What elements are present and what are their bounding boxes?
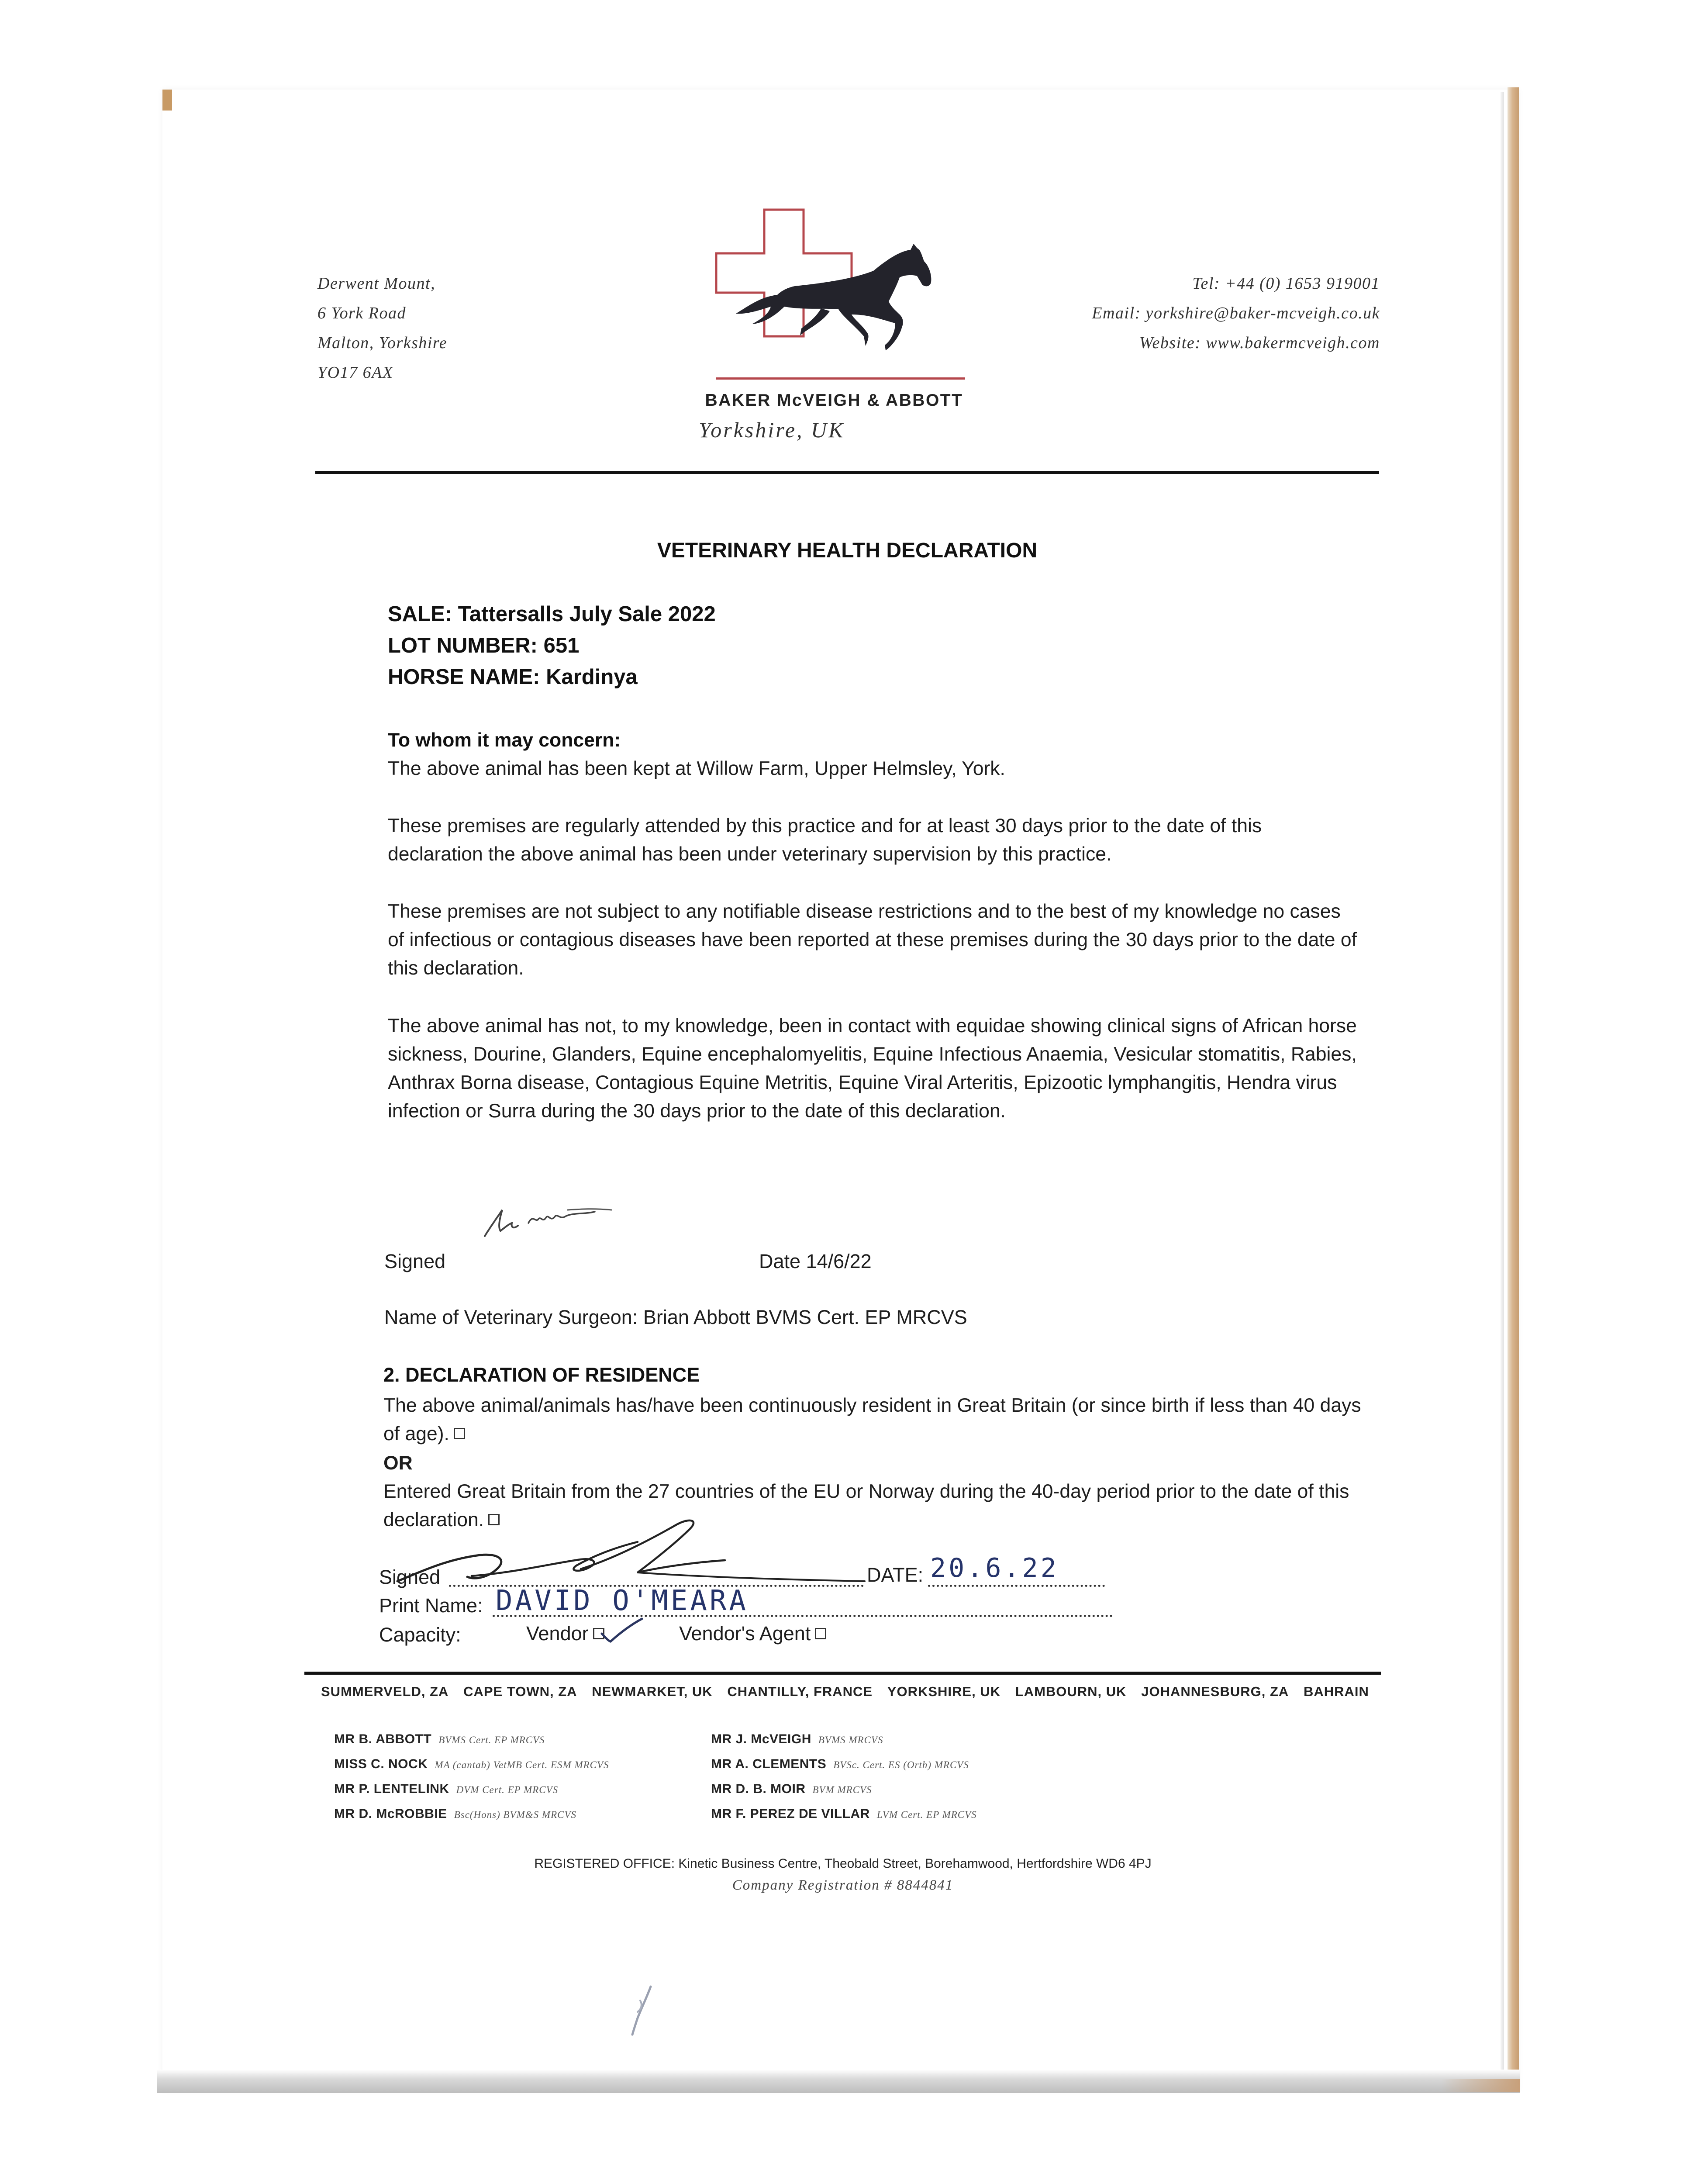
residence-section-title: 2. DECLARATION OF RESIDENCE xyxy=(383,1364,700,1386)
vendor-agent-label: Vendor's Agent xyxy=(679,1622,811,1645)
office-location: YORKSHIRE, UK xyxy=(887,1684,1001,1699)
residence-option-1-checkbox[interactable] xyxy=(454,1428,465,1439)
company-registration: Company Registration # 8844841 xyxy=(732,1877,954,1893)
owner-signature-icon xyxy=(393,1511,882,1594)
date-dotted-line xyxy=(928,1585,1105,1587)
header-divider xyxy=(315,471,1379,474)
partner-name: MR D. McROBBIE xyxy=(334,1807,447,1821)
office-location: SUMMERVELD, ZA xyxy=(321,1684,449,1699)
partner-entry xyxy=(334,1807,576,1821)
partner-qualification: LVM Cert. EP MRCVS xyxy=(876,1809,977,1820)
vet-signature-icon xyxy=(480,1197,620,1245)
print-name-value: DAVID O'MEARA xyxy=(496,1585,749,1617)
brand-location: Yorkshire, UK xyxy=(699,418,845,442)
partner-entry xyxy=(711,1757,969,1772)
partner-name: MR P. LENTELINK xyxy=(334,1782,449,1796)
partner-name: MR A. CLEMENTS xyxy=(711,1757,827,1771)
partner-entry xyxy=(334,1782,558,1797)
restrictions-paragraph: These premises are not subject to any notifiable disease restrictions and to the best of my knowledge no cases of infectious or contagious diseases have been reported at these premises during the 30 days prior to the date of this declaration. xyxy=(388,901,1357,979)
partner-name: MISS C. NOCK xyxy=(334,1757,428,1771)
address-line: 6 York Road xyxy=(317,304,407,322)
scan-right-edge xyxy=(1508,87,1519,2092)
vendor-agent-checkbox[interactable] xyxy=(815,1628,826,1639)
capacity-agent-option xyxy=(679,1622,826,1645)
horse-cross-logo-icon xyxy=(712,205,974,384)
partner-qualification: BVM MRCVS xyxy=(812,1784,872,1795)
residence-option-1-text: The above animal/animals has/have been continuously resident in Great Britain (or since birth if less than 40 days of age). xyxy=(383,1395,1361,1444)
lot-number: LOT NUMBER: 651 xyxy=(388,634,580,657)
horse-name: HORSE NAME: Kardinya xyxy=(388,665,638,689)
footer-divider xyxy=(304,1672,1381,1675)
office-location: BAHRAIN xyxy=(1303,1684,1369,1699)
brand-name: BAKER McVEIGH & ABBOTT xyxy=(705,391,963,410)
partner-entry xyxy=(711,1732,883,1747)
scan-edge-mark xyxy=(162,90,172,111)
salutation-block xyxy=(388,726,1362,783)
partner-entry xyxy=(711,1807,977,1821)
capacity-vendor-option xyxy=(526,1622,604,1645)
practice-contact xyxy=(983,269,1380,358)
vet-signed-label: Signed xyxy=(384,1250,446,1272)
partner-qualification: MA (cantab) VetMB Cert. ESM MRCVS xyxy=(435,1759,609,1770)
contact-website: Website: www.bakermcveigh.com xyxy=(1139,334,1380,352)
vendor-label: Vendor xyxy=(526,1622,589,1645)
address-line: YO17 6AX xyxy=(317,363,393,382)
capacity-label: Capacity: xyxy=(379,1624,461,1646)
partner-qualification: BVSc. Cert. ES (Orth) MRCVS xyxy=(833,1759,969,1770)
owner-signed-label: Signed xyxy=(379,1566,441,1588)
document-title: VETERINARY HEALTH DECLARATION xyxy=(657,539,1038,562)
partner-entry xyxy=(334,1732,545,1747)
contact-email: Email: yorkshire@baker-mcveigh.co.uk xyxy=(1092,304,1380,322)
partner-name: MR D. B. MOIR xyxy=(711,1782,806,1796)
address-line: Malton, Yorkshire xyxy=(317,334,448,352)
office-location: CAPE TOWN, ZA xyxy=(463,1684,577,1699)
kept-at-text: The above animal has been kept at Willow Farm, Upper Helmsley, York. xyxy=(388,758,1005,779)
partner-qualification: DVM Cert. EP MRCVS xyxy=(456,1784,559,1795)
partner-entry xyxy=(711,1782,872,1797)
owner-date-label: DATE: xyxy=(867,1564,924,1586)
partner-name: MR F. PEREZ DE VILLAR xyxy=(711,1807,870,1821)
scan-bottom-corner xyxy=(1441,2079,1520,2092)
partner-qualification: Bsc(Hons) BVM&S MRCVS xyxy=(454,1809,577,1820)
scan-bottom-edge xyxy=(157,2070,1520,2093)
sale-name: SALE: Tattersalls July Sale 2022 xyxy=(388,602,716,626)
office-location: NEWMARKET, UK xyxy=(592,1684,713,1699)
vendor-check-mark-icon xyxy=(598,1616,646,1647)
partner-entry xyxy=(334,1757,609,1772)
or-label: OR xyxy=(383,1452,413,1474)
vet-signature-date: Date 14/6/22 xyxy=(759,1250,872,1272)
partner-qualification: BVMS MRCVS xyxy=(818,1735,883,1745)
supervision-paragraph: These premises are regularly attended by this practice and for at least 30 days prior to the date of this declaration the above animal has been under veterinary supervision by this practice. xyxy=(388,815,1262,865)
partner-name: MR J. McVEIGH xyxy=(711,1732,811,1746)
salutation: To whom it may concern: xyxy=(388,729,621,751)
vet-surgeon-name: Name of Veterinary Surgeon: Brian Abbott BVMS Cert. EP MRCVS xyxy=(384,1306,967,1328)
registered-office: REGISTERED OFFICE: Kinetic Business Centre, Theobald Street, Borehamwood, Hertfordshire WD6 4PJ xyxy=(534,1856,1152,1871)
contact-phone: Tel: +44 (0) 1653 919001 xyxy=(1192,274,1380,293)
office-location: JOHANNESBURG, ZA xyxy=(1141,1684,1289,1699)
disease-contact-paragraph: The above animal has not, to my knowledge, been in contact with equidae showing clinical signs of African horse sickness, Dourine, Glanders, Equine encephalomyelitis, Equine Infectious Anaemia, Vesicular stomatitis, Rabies, Anthrax Borna disease, Contagious Equine Metritis, Equine Viral Arteritis, Epizootic lymphangitis, Hendra virus infection or Surra during the 30 days prior to the date of this declaration. xyxy=(388,1015,1357,1122)
office-locations xyxy=(321,1684,1369,1700)
residence-option-2-text: Entered Great Britain from the 27 countries of the EU or Norway during the 40-day period prior to the date of this declaration. xyxy=(383,1481,1349,1531)
print-name-label: Print Name: xyxy=(379,1594,483,1617)
office-location: LAMBOURN, UK xyxy=(1015,1684,1127,1699)
underlying-page-edge xyxy=(1501,92,1504,2088)
stray-pen-mark-icon xyxy=(624,1983,659,2040)
address-line: Derwent Mount, xyxy=(317,274,436,293)
partner-name: MR B. ABBOTT xyxy=(334,1732,432,1746)
practice-address xyxy=(317,269,447,387)
residence-option-1 xyxy=(383,1391,1362,1448)
partner-qualification: BVMS Cert. EP MRCVS xyxy=(438,1735,545,1745)
owner-date-value: 20.6.22 xyxy=(930,1553,1059,1583)
office-location: CHANTILLY, FRANCE xyxy=(727,1684,873,1699)
